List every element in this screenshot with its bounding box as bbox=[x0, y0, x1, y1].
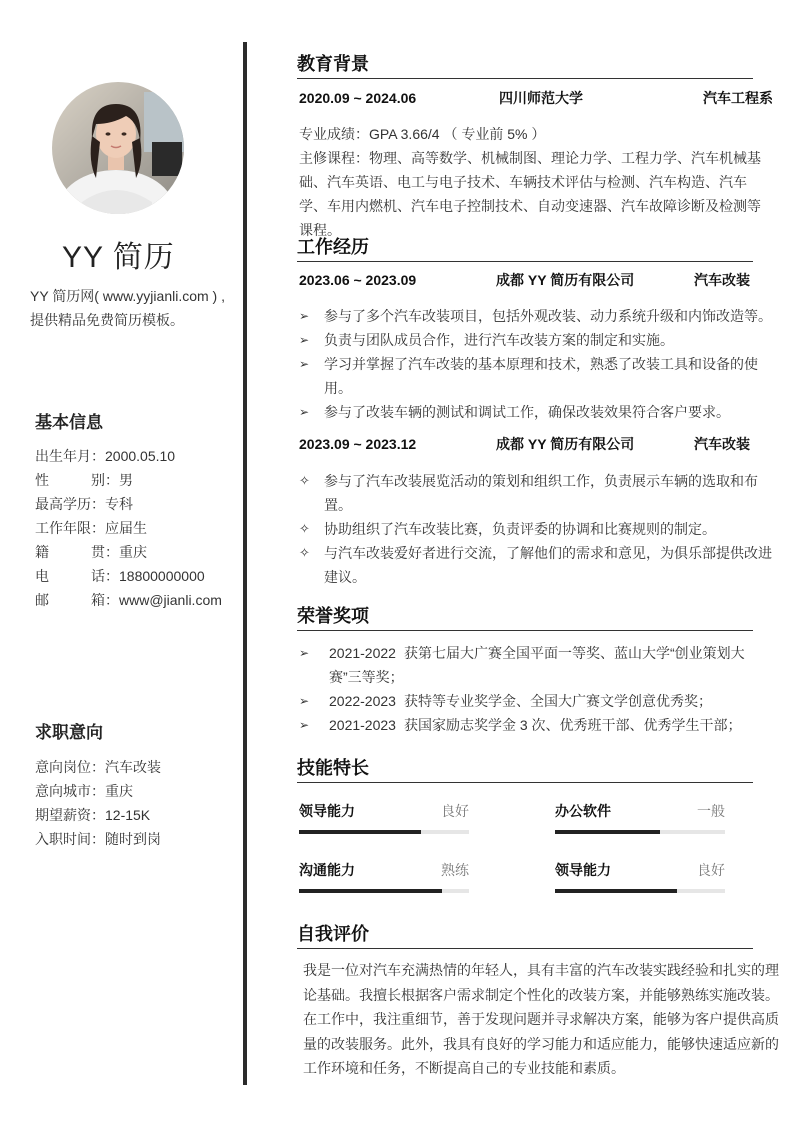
job-company: 成都 YY 简历有限公司 bbox=[496, 272, 635, 288]
skill-progress-track bbox=[555, 830, 725, 834]
basic-info-label: 电话 bbox=[35, 568, 105, 584]
skill-item bbox=[299, 860, 469, 910]
job-bullet-text: 负责与团队成员合作，进行汽车改装方案的制定和实施。 bbox=[324, 332, 674, 348]
honor-text: 获特等专业奖学金、全国大广赛文学创意优秀奖； bbox=[403, 693, 712, 709]
skill-level: 良好 bbox=[697, 862, 725, 878]
skill-level: 熟练 bbox=[441, 862, 469, 878]
avatar bbox=[52, 82, 184, 214]
job-bullet bbox=[299, 469, 773, 517]
basic-info-label: 工作年限 bbox=[35, 520, 91, 536]
arrow-bullet-icon: ➢ bbox=[299, 694, 310, 708]
job-intent-colon: ： bbox=[91, 759, 105, 775]
basic-info-value: 应届生 bbox=[105, 520, 147, 536]
basic-info-value: 2000.05.10 bbox=[105, 448, 176, 464]
honor-item bbox=[299, 713, 773, 737]
basic-info-value: 专科 bbox=[105, 496, 133, 512]
skill-progress-fill bbox=[555, 889, 677, 893]
job-role: 汽车改装 bbox=[694, 436, 750, 452]
skill-name: 沟通能力 bbox=[299, 862, 355, 878]
job-intent-colon: ： bbox=[91, 831, 105, 847]
education-title: 教育背景 bbox=[297, 54, 369, 74]
basic-info-value: www@jianli.com bbox=[119, 592, 222, 608]
skill-progress-fill bbox=[555, 830, 660, 834]
job-bullet-text: 学习并掌握了汽车改装的基本原理和技术，熟悉了改装工具和设备的使用。 bbox=[324, 356, 758, 396]
skill-progress-fill bbox=[299, 830, 421, 834]
honor-year: 2021-2022 bbox=[329, 645, 396, 661]
basic-info-row bbox=[35, 444, 235, 468]
self-eval-title: 自我评价 bbox=[297, 924, 369, 944]
basic-info-colon: ： bbox=[105, 544, 119, 560]
honor-item bbox=[299, 641, 773, 689]
diamond-bullet-icon: ✧ bbox=[299, 473, 310, 488]
job-intent-row bbox=[35, 827, 235, 851]
job-company: 成都 YY 简历有限公司 bbox=[496, 436, 635, 452]
work-rule bbox=[297, 261, 753, 262]
self-eval-rule bbox=[297, 948, 753, 949]
diamond-bullet-icon: ✧ bbox=[299, 545, 310, 560]
job-role: 汽车改装 bbox=[694, 272, 750, 288]
column-divider bbox=[243, 42, 247, 1085]
job-bullet bbox=[299, 304, 773, 328]
honors-rule bbox=[297, 630, 753, 631]
arrow-bullet-icon: ➢ bbox=[299, 646, 310, 660]
job-period: 2023.09 ~ 2023.12 bbox=[299, 436, 417, 452]
job-intent-value: 12-15K bbox=[105, 807, 151, 823]
basic-info-value: 男 bbox=[119, 472, 133, 488]
honor-item bbox=[299, 689, 773, 713]
job-header-1 bbox=[299, 268, 773, 292]
basic-info-colon: ： bbox=[91, 448, 105, 464]
education-courses: 主修课程：物理、高等数学、机械制图、理论力学、工程力学、汽车机械基础、汽车英语、电工与电子技术、车辆技术评估与检测、汽车构造、汽车学、车用内燃机、汽车电子控制技术、自动变速器、汽车故障诊断及检测等课程。 bbox=[299, 150, 761, 238]
resume-intro: YY 简历网( www.yyjianli.com ) ,提供精品免费简历模板。 bbox=[30, 288, 225, 328]
skill-progress-track bbox=[299, 889, 469, 893]
arrow-bullet-icon: ➢ bbox=[299, 405, 310, 419]
avatar-photo bbox=[52, 82, 184, 214]
job-period: 2023.06 ~ 2023.09 bbox=[299, 272, 417, 288]
arrow-bullet-icon: ➢ bbox=[299, 309, 310, 323]
education-major: 汽车工程系 bbox=[703, 90, 773, 106]
resume-name: YY 简历 bbox=[62, 241, 175, 274]
education-rule bbox=[297, 78, 753, 79]
job-bullet-text: 协助组织了汽车改装比赛，负责评委的协调和比赛规则的制定。 bbox=[324, 521, 716, 537]
basic-info-list bbox=[35, 444, 235, 612]
job-intent-value: 重庆 bbox=[105, 783, 133, 799]
education-gpa: 专业成绩：GPA 3.66/4 （ 专业前 5% ） bbox=[299, 126, 546, 142]
skill-item bbox=[299, 801, 469, 851]
job-intent-list bbox=[35, 755, 235, 851]
basic-info-label: 性别 bbox=[35, 472, 105, 488]
basic-info-row bbox=[35, 540, 235, 564]
skill-item bbox=[555, 801, 725, 851]
arrow-bullet-icon: ➢ bbox=[299, 718, 310, 732]
work-title: 工作经历 bbox=[297, 237, 369, 257]
self-eval-text: 我是一位对汽车充满热情的年轻人，具有丰富的汽车改装实践经验和扎实的理论基础。我擅长根据客户需求制定个性化的改装方案，并能够熟练实施改装。在工作中，我注重细节，善于发现问题并寻求解决方案，能够为客户提供高质量的改装服务。此外，我具有良好的学习能力和适应能力，能够快速适应新的工作环境和任务，不断提高自己的专业技能和素质。 bbox=[303, 962, 779, 1076]
job-intent-colon: ： bbox=[91, 783, 105, 799]
education-header bbox=[299, 86, 773, 110]
skill-name: 办公软件 bbox=[555, 803, 611, 819]
job-bullet-text: 参与了改装车辆的测试和调试工作，确保改装效果符合客户要求。 bbox=[324, 404, 730, 420]
job-intent-label: 意向城市 bbox=[35, 783, 91, 799]
skill-progress-track bbox=[299, 830, 469, 834]
skill-progress-fill bbox=[299, 889, 442, 893]
skill-level: 一般 bbox=[697, 803, 725, 819]
honor-year: 2021-2023 bbox=[329, 717, 396, 733]
job-intent-row bbox=[35, 755, 235, 779]
basic-info-row bbox=[35, 564, 235, 588]
job-intent-label: 意向岗位 bbox=[35, 759, 91, 775]
education-period: 2020.09 ~ 2024.06 bbox=[299, 90, 417, 106]
arrow-bullet-icon: ➢ bbox=[299, 333, 310, 347]
job-intent-label: 期望薪资 bbox=[35, 807, 91, 823]
basic-info-colon: ： bbox=[91, 496, 105, 512]
skills-rule bbox=[297, 782, 753, 783]
skill-level: 良好 bbox=[441, 803, 469, 819]
basic-info-colon: ： bbox=[105, 472, 119, 488]
skill-name: 领导能力 bbox=[299, 803, 355, 819]
job-bullet bbox=[299, 517, 773, 541]
job-bullet-text: 参与了汽车改装展览活动的策划和组织工作，负责展示车辆的选取和布置。 bbox=[324, 473, 758, 513]
diamond-bullet-icon: ✧ bbox=[299, 521, 310, 536]
job-bullet bbox=[299, 328, 773, 352]
basic-info-value: 18800000000 bbox=[119, 568, 205, 584]
skill-item bbox=[555, 860, 725, 910]
honor-year: 2022-2023 bbox=[329, 693, 396, 709]
job-bullet-text: 与汽车改装爱好者进行交流，了解他们的需求和意见，为俱乐部提供改进建议。 bbox=[324, 545, 772, 585]
basic-info-colon: ： bbox=[105, 568, 119, 584]
honors-title: 荣誉奖项 bbox=[297, 606, 369, 626]
job-bullets-1 bbox=[299, 304, 773, 424]
basic-info-value: 重庆 bbox=[119, 544, 147, 560]
job-bullet bbox=[299, 352, 773, 400]
job-intent-colon: ： bbox=[91, 807, 105, 823]
job-bullet bbox=[299, 541, 773, 589]
job-intent-value: 随时到岗 bbox=[105, 831, 161, 847]
basic-info-row bbox=[35, 492, 235, 516]
skill-name: 领导能力 bbox=[555, 862, 611, 878]
basic-info-label: 籍贯 bbox=[35, 544, 105, 560]
basic-info-title: 基本信息 bbox=[35, 413, 103, 432]
job-header-2 bbox=[299, 432, 773, 456]
education-school: 四川师范大学 bbox=[499, 90, 583, 106]
job-bullet-text: 参与了多个汽车改装项目，包括外观改装、动力系统升级和内饰改造等。 bbox=[324, 308, 772, 324]
honor-text: 获第七届大广赛全国平面一等奖、蓝山大学“创业策划大赛”三等奖； bbox=[329, 645, 745, 685]
job-intent-row bbox=[35, 803, 235, 827]
honors-list bbox=[299, 641, 773, 737]
basic-info-label: 最高学历 bbox=[35, 496, 91, 512]
job-bullets-2 bbox=[299, 469, 773, 589]
basic-info-row bbox=[35, 468, 235, 492]
skills-title: 技能特长 bbox=[297, 758, 369, 778]
job-intent-title: 求职意向 bbox=[35, 723, 103, 742]
basic-info-row bbox=[35, 516, 235, 540]
arrow-bullet-icon: ➢ bbox=[299, 357, 310, 371]
basic-info-colon: ： bbox=[105, 592, 119, 608]
job-intent-label: 入职时间 bbox=[35, 831, 91, 847]
basic-info-row bbox=[35, 588, 235, 612]
job-intent-value: 汽车改装 bbox=[105, 759, 161, 775]
skill-progress-track bbox=[555, 889, 725, 893]
basic-info-label: 邮箱 bbox=[35, 592, 105, 608]
basic-info-label: 出生年月 bbox=[35, 448, 91, 464]
job-bullet bbox=[299, 400, 773, 424]
basic-info-colon: ： bbox=[91, 520, 105, 536]
job-intent-row bbox=[35, 779, 235, 803]
honor-text: 获国家励志奖学金 3 次、优秀班干部、优秀学生干部； bbox=[403, 717, 742, 733]
